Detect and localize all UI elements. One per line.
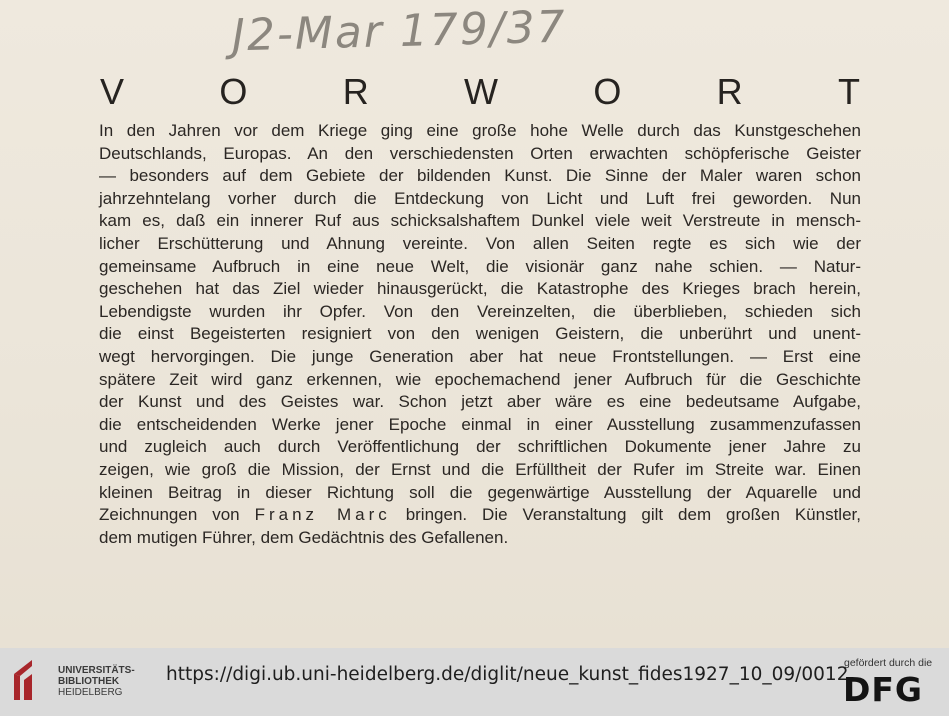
handwritten-shelfmark: J2-Mar 179/37 bbox=[231, 1, 568, 62]
title-letter: R bbox=[342, 71, 369, 112]
text-line: licher Erschütterung und Ahnung vereinte. Von allen Seiten regte es sich wie der bbox=[99, 233, 861, 253]
library-logo[interactable] bbox=[10, 656, 170, 708]
text-line: Deutschlands, Europas. An den verschiedensten Orten erwachten schöpferische Geister bbox=[99, 143, 861, 163]
text-line: spätere Zeit wird ganz erkennen, wie epochemachend jener Aufbruch für die Geschichte bbox=[99, 369, 861, 389]
text-line: der Kunst und des Geistes war. Schon jetzt aber wäre es eine bedeutsame Aufgabe, bbox=[99, 392, 861, 412]
permalink-url[interactable]: https://digi.ub.uni-heidelberg.de/diglit/neue_kunst_fides1927_10_09/0012 bbox=[166, 664, 849, 685]
title-letter: V bbox=[100, 71, 125, 112]
library-name bbox=[58, 665, 135, 698]
text-line: geschehen hat das Ziel wieder hinausgerückt, die Katastrophe des Krieges brach herein, bbox=[99, 279, 861, 299]
text-line: und zugleich auch durch Veröffentlichung der schriftlichen Dokumente jener Jahre zu bbox=[99, 437, 861, 457]
text-line: kleinen Beitrag in dieser Richtung soll die gegenwärtige Ausstellung der Aquarelle und bbox=[99, 482, 861, 502]
library-name-line: BIBLIOTHEK bbox=[58, 676, 120, 687]
viewer-footer bbox=[0, 648, 949, 716]
text-line-with-name bbox=[99, 504, 861, 527]
title-letter: O bbox=[219, 71, 248, 112]
dfg-logo[interactable]: DFG bbox=[843, 670, 924, 709]
text-line: Lebendigste wurden ihr Opfer. Von den Vereinzelten, die überblieben, schieden sich bbox=[99, 301, 861, 321]
preface-text bbox=[99, 120, 861, 549]
text-segment: bringen. Die Veranstaltung gilt dem großen Künstler, bbox=[405, 505, 861, 525]
funding-note: gefördert durch die bbox=[844, 657, 933, 669]
text-line: die entscheidenden Werke jener Epoche einmal in einer Ausstellung zusammenzufassen bbox=[99, 414, 861, 434]
text-line: kam es, daß ein innerer Ruf aus schicksalshaftem Dunkel viele weit Verstreute in mensch- bbox=[99, 211, 861, 231]
library-name-line: UNIVERSITÄTS- bbox=[58, 665, 135, 676]
text-line: gemeinsame Aufbruch in eine neue Welt, die visionär ganz nahe schien. — Natur- bbox=[99, 256, 861, 276]
text-line: dem mutigen Führer, dem Gedächtnis des Gefallenen. bbox=[99, 527, 509, 547]
page-title bbox=[100, 72, 860, 112]
artist-name: Franz Marc bbox=[254, 505, 391, 525]
title-letter: O bbox=[593, 71, 622, 112]
text-line: — besonders auf dem Gebiete der bildenden Kunst. Die Sinne der Maler waren schon bbox=[99, 166, 861, 186]
title-letter: R bbox=[716, 71, 743, 112]
library-name-line: HEIDELBERG bbox=[58, 687, 123, 698]
text-line: die einst Begeisterten resigniert von den wenigen Geistern, die unberührt und unent- bbox=[99, 324, 861, 344]
text-line: jahrzehntelang vorher durch die Entdeckung von Licht und Luft frei geworden. Nun bbox=[99, 188, 861, 208]
title-letter: T bbox=[838, 71, 860, 112]
text-line: In den Jahren vor dem Kriege ging eine große hohe Welle durch das Kunstgeschehen bbox=[99, 121, 861, 140]
text-line: zeigen, wie groß die Mission, der Ernst und die Erfülltheit der Rufer im Streite war. Einen bbox=[99, 459, 861, 479]
library-logo-icon bbox=[10, 656, 50, 704]
text-line: wegt hervorgingen. Die junge Generation aber hat neue Frontstellungen. — Erst eine bbox=[99, 346, 861, 366]
title-letter: W bbox=[464, 71, 498, 112]
text-segment: Zeichnungen von bbox=[99, 505, 240, 525]
